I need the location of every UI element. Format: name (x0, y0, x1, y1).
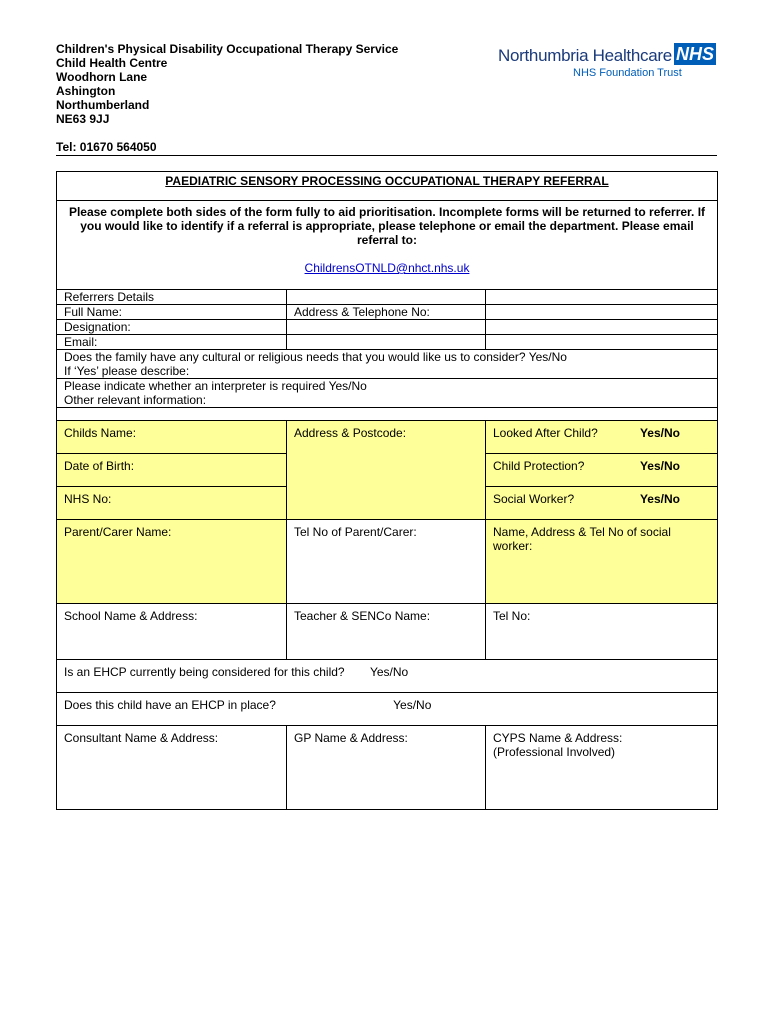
child-protection-label: Child Protection? (493, 459, 585, 473)
referrer-blank[interactable] (486, 320, 718, 335)
if-yes-describe: If ‘Yes’ please describe: (64, 364, 190, 378)
ehcp-considered-question: Is an EHCP currently being considered for this child? (64, 665, 345, 679)
school-field[interactable]: School Name & Address: (57, 604, 287, 660)
address-telephone-field[interactable]: Address & Telephone No: (287, 305, 486, 320)
looked-after-label: Looked After Child? (493, 426, 598, 440)
referrer-blank[interactable] (287, 320, 486, 335)
ehcp-in-place-field[interactable] (57, 693, 718, 726)
looked-after-field[interactable] (486, 421, 718, 454)
interpreter-question: Please indicate whether an interpreter is required Yes/No (64, 379, 367, 393)
logo-trust: NHS Foundation Trust (573, 67, 682, 79)
teacher-senco-field[interactable]: Teacher & SENCo Name: (287, 604, 486, 660)
cultural-needs-question: Does the family have any cultural or religious needs that you would like us to consider? Yes/No (64, 350, 567, 364)
social-worker-field[interactable] (486, 487, 718, 520)
email-link[interactable]: ChildrensOTNLD@nhct.nhs.uk (304, 261, 470, 275)
gp-field[interactable]: GP Name & Address: (287, 726, 486, 810)
nhs-logo (498, 42, 718, 82)
childs-name-field[interactable]: Childs Name: (57, 421, 287, 454)
nhs-no-field[interactable]: NHS No: (57, 487, 287, 520)
referrers-details-label: Referrers Details (57, 290, 287, 305)
referrer-blank[interactable] (287, 290, 486, 305)
parent-name-field[interactable]: Parent/Carer Name: (57, 520, 287, 604)
service-name: Children's Physical Disability Occupational Therapy Service (56, 42, 399, 56)
address-line: Northumberland (56, 98, 150, 112)
instructions-cell (57, 201, 718, 290)
nhs-badge: NHS (675, 44, 714, 64)
ehcp-considered-field[interactable] (57, 660, 718, 693)
postcode: NE63 9JJ (56, 112, 110, 126)
address-block (56, 42, 456, 126)
referrer-blank[interactable] (486, 290, 718, 305)
referrer-blank[interactable] (486, 335, 718, 350)
logo-org-name: Northumbria Healthcare (498, 46, 672, 65)
referrer-blank[interactable] (486, 305, 718, 320)
other-info-label: Other relevant information: (64, 393, 207, 407)
ehcp-in-place-yes-no[interactable]: Yes/No (393, 698, 432, 712)
referrer-blank[interactable] (287, 335, 486, 350)
address-line: Ashington (56, 84, 116, 98)
address-line: Child Health Centre (56, 56, 168, 70)
parent-tel-field[interactable]: Tel No of Parent/Carer: (287, 520, 486, 604)
address-postcode-field[interactable]: Address & Postcode: (287, 421, 486, 520)
cultural-needs-field[interactable] (57, 350, 718, 379)
ehcp-considered-yes-no[interactable]: Yes/No (369, 665, 409, 679)
email-field[interactable]: Email: (57, 335, 287, 350)
looked-after-yes-no[interactable]: Yes/No (639, 426, 680, 440)
cyps-sub-label: (Professional Involved) (493, 745, 616, 759)
social-worker-label: Social Worker? (493, 492, 575, 506)
spacer-row (57, 408, 718, 421)
cyps-field[interactable] (486, 726, 718, 810)
divider (56, 155, 717, 156)
tel-no-field[interactable]: Tel No: (486, 604, 718, 660)
designation-field[interactable]: Designation: (57, 320, 287, 335)
full-name-field[interactable]: Full Name: (57, 305, 287, 320)
referral-form (56, 171, 718, 810)
dob-field[interactable]: Date of Birth: (57, 454, 287, 487)
social-worker-yes-no[interactable]: Yes/No (639, 492, 680, 506)
form-title: PAEDIATRIC SENSORY PROCESSING OCCUPATIONAL THERAPY REFERRAL (57, 172, 718, 201)
social-worker-details-field[interactable]: Name, Address & Tel No of social worker: (486, 520, 718, 604)
address-line: Woodhorn Lane (56, 70, 148, 84)
telephone: Tel: 01670 564050 (56, 140, 157, 154)
cyps-label: CYPS Name & Address: (493, 731, 623, 745)
child-protection-yes-no[interactable]: Yes/No (639, 459, 680, 473)
instructions-text: Please complete both sides of the form fully to aid prioritisation. Incomplete forms will be returned to referrer. If you would like to identify if a referral is appropriate, please telephone or email the department. Please email referral to: (68, 205, 706, 247)
ehcp-in-place-question: Does this child have an EHCP in place? (64, 698, 276, 712)
child-protection-field[interactable] (486, 454, 718, 487)
interpreter-field[interactable] (57, 379, 718, 408)
consultant-field[interactable]: Consultant Name & Address: (57, 726, 287, 810)
